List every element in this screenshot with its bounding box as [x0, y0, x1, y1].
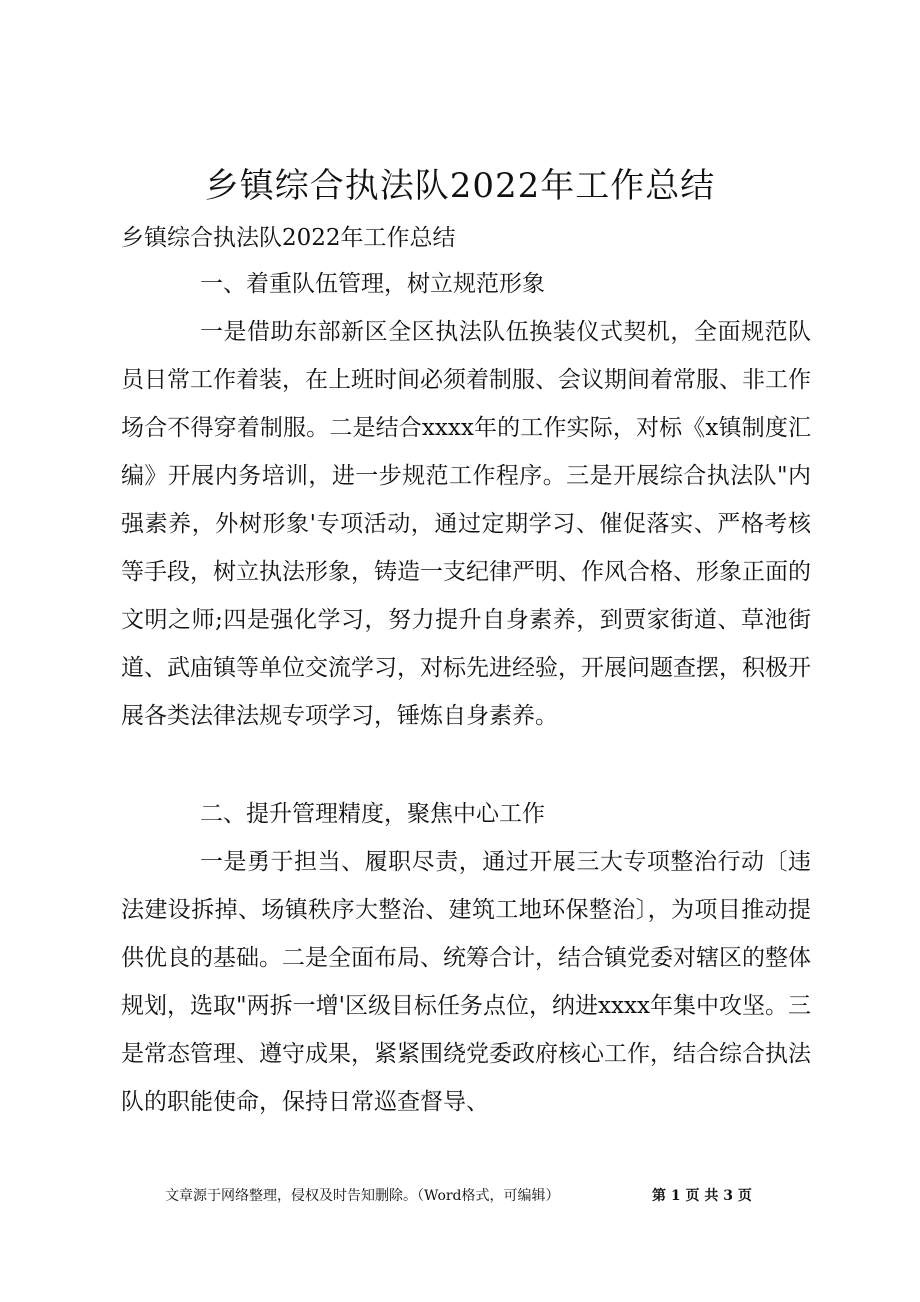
section-paragraph-2: 一是勇于担当、履职尽责，通过开展三大专项整治行动〔违法建设拆掉、场镇秩序大整治、建筑工地环保整治〕，为项目推动提供优良的基础。二是全面布局、统筹合计，结合镇党委对辖区的整体规划，选取"两拆一增'区级目标任务点位，纳进xxxx年集中攻坚。三是常态管理、遵守成果，紧紧围绕党委政府核心工作，结合综合执法队的职能使命，保持日常巡查督导、	[121, 849, 811, 1115]
document-subtitle: 乡镇综合执法队2022年工作总结	[121, 225, 456, 251]
section-heading-2: 二、提升管理精度，聚焦中心工作	[200, 801, 545, 827]
page-footer	[165, 1185, 805, 1207]
section-paragraph-1: 一是借助东部新区全区执法队伍换装仪式契机，全面规范队员日常工作着装，在上班时间必须着制服、会议期间着常服、非工作场合不得穿着制服。二是结合xxxx年的工作实际，对标《x镇制度汇编》开展内务培训，进一步规范工作程序。三是开展综合执法队"内强素养，外树形象'专项活动，通过定期学习、催促落实、严格考核等手段，树立执法形象，铸造一支纪律严明、作风合格、形象正面的文明之师;四是强化学习，努力提升自身素养，到贾家街道、草池街道、武庙镇等单位交流学习，对标先进经验，开展问题查摆，积极开展各类法律法规专项学习，锤炼自身素养。	[121, 319, 811, 729]
section-heading-1: 一、着重队伍管理，树立规范形象	[200, 271, 545, 297]
document-title: 乡镇综合执法队2022年工作总结	[204, 166, 716, 206]
page-indicator: 第 1 页 共 3 页	[652, 1188, 752, 1204]
footer-note: 文章源于网络整理，侵权及时告知删除。（Word格式，可编辑）	[165, 1188, 560, 1204]
